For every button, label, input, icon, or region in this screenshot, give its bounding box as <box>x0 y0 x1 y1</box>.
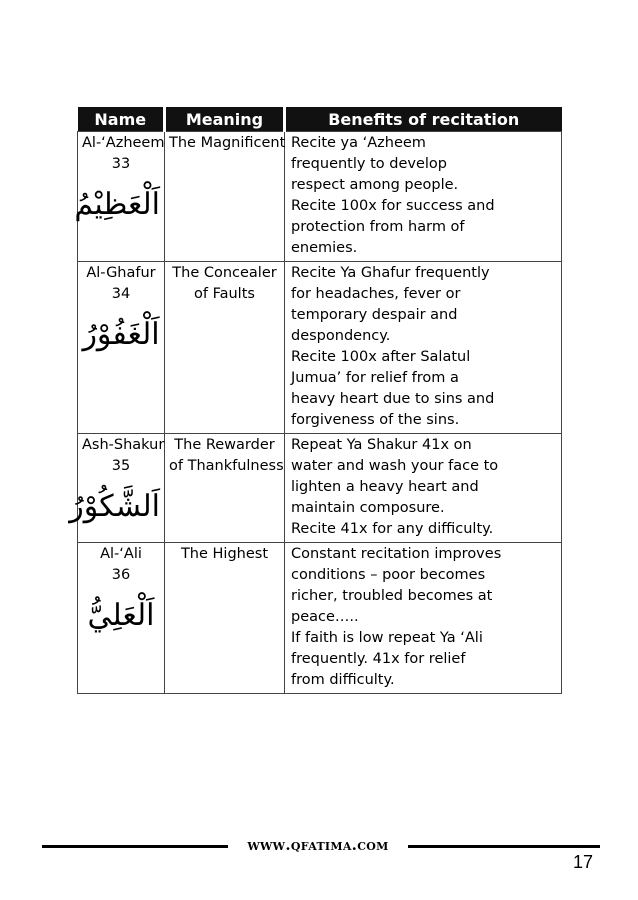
benefit-line: despondency. <box>291 328 391 344</box>
footer-rule-right <box>408 845 600 848</box>
name-cell <box>78 543 165 694</box>
page-number: 17 <box>572 852 593 872</box>
arabic-calligraphy: اَلْغَفُوْرُ <box>82 317 160 352</box>
meaning-cell <box>165 132 285 262</box>
benefit-line: lighten a heavy heart and <box>291 479 479 495</box>
benefit-line: frequently to develop <box>291 156 447 172</box>
benefit-line: Recite 100x for success and <box>291 198 495 214</box>
benefit-line: Recite ya ‘Azheem <box>291 135 426 151</box>
benefit-line: protection from harm of <box>291 219 465 235</box>
transliterated-name: Al-Ghafur <box>86 265 156 281</box>
benefits-cell <box>285 132 562 262</box>
arabic-calligraphy: اَلشَّكُوْرُ <box>69 489 160 524</box>
table-row <box>78 132 562 262</box>
meaning-line: of Thankfulness <box>169 458 284 474</box>
header-benefits: Benefits of recitation <box>285 107 562 132</box>
benefit-line: richer, troubled becomes at <box>291 588 493 604</box>
meaning-cell <box>165 543 285 694</box>
footer-rule-left <box>42 845 228 848</box>
meaning-line: The Rewarder <box>174 437 275 453</box>
arabic-calligraphy: اَلْعَلِيُّ <box>87 598 155 633</box>
name-cell <box>78 262 165 434</box>
benefit-line: Recite 41x for any difficulty. <box>291 521 494 537</box>
table-row <box>78 543 562 694</box>
name-number: 36 <box>111 567 131 583</box>
table-row <box>78 434 562 543</box>
meaning-cell <box>165 262 285 434</box>
table-row <box>78 262 562 434</box>
meaning-line: The Magnificent <box>169 135 286 151</box>
benefit-line: Recite Ya Ghafur frequently <box>291 265 490 281</box>
benefit-line: peace….. <box>291 609 359 625</box>
benefit-line: for headaches, fever or <box>291 286 461 302</box>
name-number: 34 <box>111 286 131 302</box>
benefit-line: Constant recitation improves <box>291 546 502 562</box>
meaning-line: of Faults <box>194 286 255 302</box>
meaning-line: The Concealer <box>172 265 277 281</box>
name-number: 35 <box>111 458 131 474</box>
header-row <box>78 107 562 132</box>
benefit-line: from difficulty. <box>291 672 395 688</box>
benefit-line: temporary despair and <box>291 307 458 323</box>
transliterated-name: Ash-Shakur <box>82 437 165 453</box>
meaning-cell <box>165 434 285 543</box>
benefit-line: Recite 100x after Salatul <box>291 349 471 365</box>
name-number: 33 <box>111 156 131 172</box>
transliterated-name: Al-‘Ali <box>100 546 142 562</box>
benefit-line: forgiveness of the sins. <box>291 412 460 428</box>
benefit-line: frequently. 41x for relief <box>291 651 466 667</box>
benefits-cell <box>285 262 562 434</box>
benefits-cell <box>285 434 562 543</box>
meaning-line: The Highest <box>180 546 269 562</box>
benefit-line: conditions – poor becomes <box>291 567 486 583</box>
benefit-line: If faith is low repeat Ya ‘Ali <box>291 630 483 646</box>
table-body <box>69 132 562 694</box>
benefit-line: Repeat Ya Shakur 41x on <box>291 437 472 453</box>
benefit-line: enemies. <box>291 240 358 256</box>
name-cell <box>69 434 165 543</box>
names-table <box>69 107 562 694</box>
benefit-line: respect among people. <box>291 177 459 193</box>
footer-url[interactable]: www.qfatima.com <box>247 836 389 854</box>
header-name: Name <box>78 107 165 132</box>
name-cell <box>74 132 165 262</box>
transliterated-name: Al-‘Azheem <box>82 135 165 151</box>
benefit-line: Jumua’ for relief from a <box>291 370 459 386</box>
benefit-line: maintain composure. <box>291 500 445 516</box>
benefits-cell <box>285 543 562 694</box>
arabic-calligraphy: اَلْعَظِيْمُ <box>74 187 160 222</box>
benefit-line: heavy heart due to sins and <box>291 391 495 407</box>
benefit-line: water and wash your face to <box>291 458 499 474</box>
header-meaning: Meaning <box>165 107 285 132</box>
